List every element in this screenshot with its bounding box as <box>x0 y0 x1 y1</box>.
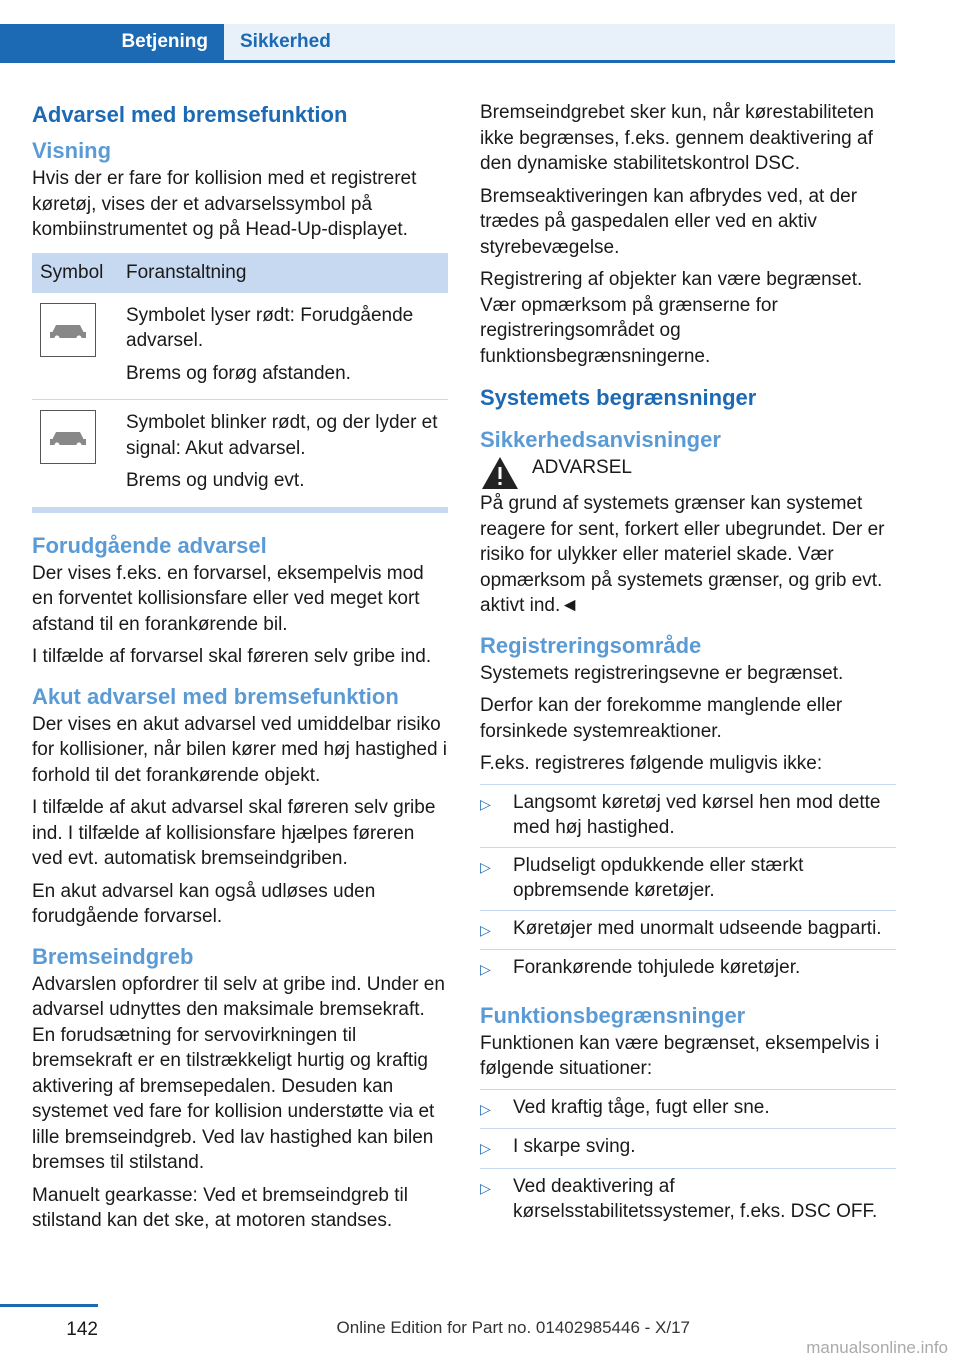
list-item: ▷ Forankørende tohjulede køretøjer. <box>480 949 896 989</box>
page-number: 142 <box>0 1304 98 1341</box>
bullet-triangle-icon: ▷ <box>480 795 491 812</box>
paragraph-right-1: Bremseindgrebet sker kun, når kørestabiliteten ikke begrænses, f.eks. gennem deaktivering af den dynamiske stabilitetskontrol DSC. <box>480 102 874 174</box>
paragraph-akut-3: En akut advarsel kan også udløses uden forudgående forvarsel. <box>32 880 376 927</box>
heading-advarsel: Advarsel med bremsefunktion <box>32 102 348 127</box>
warning-title: ADVARSEL <box>532 457 632 478</box>
row1-text-a: Symbolet lyser rødt: Forudgående advarsel. <box>126 304 414 351</box>
paragraph-forud-2: I tilfælde af forvarsel skal føreren selv gribe ind. <box>32 646 432 667</box>
heading-bremseindgreb: Bremseindgreb <box>32 943 194 969</box>
paragraph-reg-3: F.eks. registreres følgende muligvis ikke: <box>480 753 823 774</box>
left-column <box>32 100 448 1241</box>
bullet-triangle-icon: ▷ <box>480 858 491 875</box>
paragraph-reg-1: Systemets registreringsevne er begrænset. <box>480 662 844 684</box>
paragraph-reg-2: Derfor kan der forekomme manglende eller forsinkede systemreaktioner. <box>480 695 843 742</box>
paragraph-funk: Funktionen kan være begrænset, eksempelvis i følgende situationer: <box>480 1032 880 1079</box>
bullet-triangle-icon: ▷ <box>480 1179 491 1196</box>
row1-text-b: Brems og forøg afstanden. <box>126 362 351 384</box>
paragraph-right-2: Bremseaktiveringen kan afbrydes ved, at der trædes på gaspedalen eller ved en aktiv styrebevægelse. <box>480 185 858 258</box>
row2-text-b: Brems og undvig evt. <box>126 470 305 491</box>
heading-visning: Visning <box>32 138 112 163</box>
paragraph-brems-2: Manuelt gearkasse: Ved et bremseindgreb til stilstand kan det ske, at motoren standses. <box>32 1184 408 1231</box>
warning-text: På grund af systemets grænser kan systemet reagere for sent, forkert eller ubegrundet. Der er risiko for ulykker eller materiel skade. Vær opmærksom på systemets grænser, og grib evt. aktivt ind.◄ <box>480 493 885 616</box>
paragraph-akut-2: I tilfælde af akut advarsel skal føreren selv gribe ind. I tilfælde af kollisionsfare hjælpes føreren ved evt. automatisk bremseindgriben. <box>32 797 436 869</box>
list-registrering <box>480 784 896 989</box>
warning-triangle-icon <box>480 455 520 491</box>
heading-akut: Akut advarsel med bremsefunktion <box>32 683 399 709</box>
col-foranstaltning: Foranstaltning <box>118 253 448 293</box>
paragraph-forud-1: Der vises f.eks. en forvarsel, eksempelvis mod en forventet kollisionsfare eller ved meget kort afstand til en forankørende bil. <box>32 562 424 635</box>
list-item: ▷ Køretøjer med unormalt udseende bagparti. <box>480 910 896 950</box>
paragraph-visning: Hvis der er fare for kollision med et registreret køretøj, vises der et advarselssymbol på kombiinstrumentet og på Head-Up-displayet. <box>32 168 417 240</box>
heading-registrering: Registreringsområde <box>480 632 702 658</box>
table-divider <box>32 507 448 513</box>
heading-sikkerhed: Sikkerhedsanvisninger <box>480 427 721 452</box>
right-column <box>480 100 896 1231</box>
bullet-triangle-icon: ▷ <box>480 1100 491 1117</box>
watermark-brand: manualsonline.info <box>806 1338 948 1357</box>
paragraph-akut-1: Der vises en akut advarsel ved umiddelbar risiko for kollisioner, når bilen kører med høj hastighed i forhold til det forankørende objekt. <box>32 713 448 786</box>
list-item: ▷ Ved deaktivering af kørselsstabilitetssystemer, f.eks. DSC OFF. <box>480 1168 896 1231</box>
bullet-triangle-icon: ▷ <box>480 1140 491 1156</box>
heading-forudgaaende: Forudgående advarsel <box>32 532 267 558</box>
car-warning-icon <box>40 303 96 357</box>
heading-funktion: Funktionsbegrænsninger <box>480 1002 746 1028</box>
list-item: ▷ Langsomt køretøj ved kørsel hen mod dette med høj hastighed. <box>480 784 896 847</box>
tab-betjening[interactable]: Betjening <box>0 24 224 60</box>
tab-sikkerhed[interactable]: Sikkerhed <box>224 24 895 60</box>
list-item: ▷ Ved kraftig tåge, fugt eller sne. <box>480 1089 896 1129</box>
symbol-table <box>32 253 448 507</box>
paragraph-brems-1: Advarslen opfordrer til selv at gribe ind. Under en advarsel udnyttes den maksimale bremsekraft. En forudsætning for servovirkningen til bremsekraft er en tilstrækkeligt hurtig og kraftig aktivering af bremsepedalen. Desuden kan systemet ved fare for kollision understøtte via et lille bremseindgreb. Ved lav hastighed kan bilen bremses til stilstand. <box>32 973 445 1173</box>
bullet-triangle-icon: ▷ <box>480 921 491 938</box>
paragraph-right-3: Registrering af objekter kan være begrænset. Vær opmærksom på grænserne for registreringsområdet og funktionsbegrænsningerne. <box>480 269 863 367</box>
list-item: ▷ I skarpe sving. <box>480 1128 896 1168</box>
tab-bar <box>0 24 895 63</box>
heading-systemets: Systemets begrænsninger <box>480 385 757 410</box>
list-item: ▷ Pludseligt opdukkende eller stærkt opbremsende køretøjer. <box>480 847 896 910</box>
car-warning-icon <box>40 410 96 464</box>
list-funktion <box>480 1089 896 1231</box>
footer-text: Online Edition for Part no. 01402985446 - X/17 <box>336 1318 690 1337</box>
bullet-triangle-icon: ▷ <box>480 961 491 977</box>
col-symbol: Symbol <box>32 253 118 293</box>
row2-text-a: Symbolet blinker rødt, og der lyder et signal: Akut advarsel. <box>126 412 438 459</box>
warning-block <box>480 455 896 491</box>
